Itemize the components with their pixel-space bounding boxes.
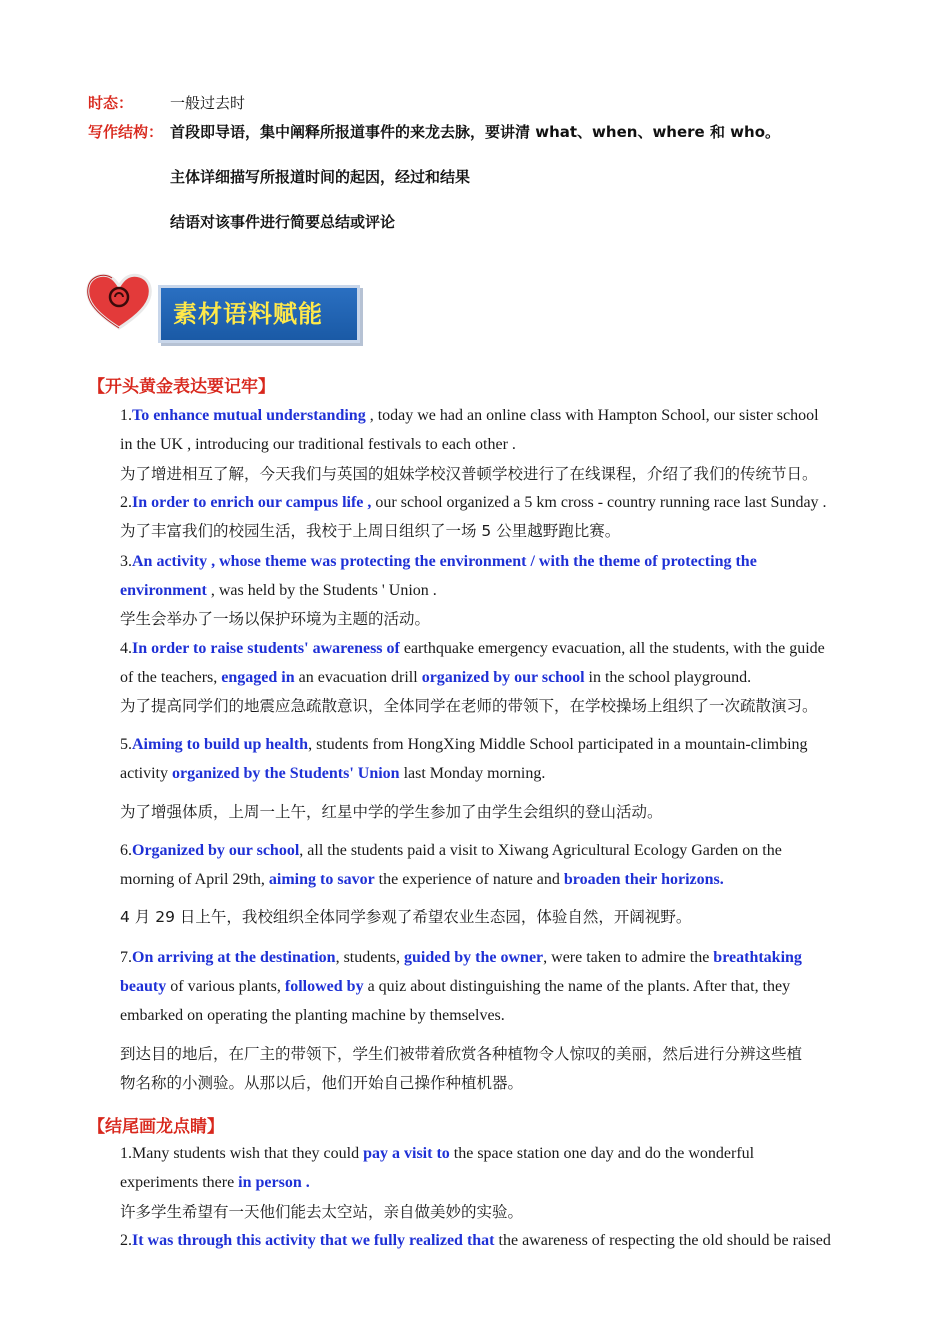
opening-item-5-en <box>120 730 865 788</box>
item-text: the awareness of respecting the old should be raised <box>494 1232 831 1249</box>
key-phrase: aiming to savor <box>268 871 375 888</box>
opening-item-7-cn-1: 到达目的地后，在厂主的带领下，学生们被带着欣赏各种植物令人惊叹的美丽，然后进行分辨这些植 <box>120 1045 803 1063</box>
key-phrase: In order to raise students' awareness of <box>132 640 400 657</box>
key-phrase: On arriving at the destination <box>132 949 336 966</box>
tense-label: 时态： <box>88 94 134 112</box>
section-banner <box>158 285 360 343</box>
key-phrase: Organized by our school <box>132 842 300 859</box>
opening-item-1-cn: 为了增进相互了解，今天我们与英国的姐妹学校汉普顿学校进行了在线课程，介绍了我们的传统节日。 <box>120 465 818 483</box>
item-text: embarked on operating the planting machine by themselves. <box>120 1007 505 1024</box>
opening-section-heading: 【开头黄金表达要记牢】 <box>88 377 275 397</box>
key-phrase: An activity , whose theme was protecting the environment / with the theme of protecting the <box>132 553 757 570</box>
item-number: 4. <box>120 640 132 657</box>
ending-item-2-en <box>120 1226 865 1255</box>
opening-item-7-en <box>120 943 865 1030</box>
item-number: 6. <box>120 842 132 859</box>
item-text: in the UK , introducing our traditional festivals to each other . <box>120 436 516 453</box>
opening-item-1-en <box>120 401 865 459</box>
key-phrase: beauty <box>120 978 167 995</box>
item-number: 5. <box>120 736 132 753</box>
opening-item-3-en <box>120 547 865 605</box>
key-phrase: guided by the owner <box>404 949 544 966</box>
item-number: 7. <box>120 949 132 966</box>
item-text: a quiz about distinguishing the name of the plants. After that, they <box>363 978 791 995</box>
item-text: our school organized a 5 km cross - country running race last Sunday . <box>371 494 827 511</box>
opening-item-4-cn: 为了提高同学们的地震应急疏散意识，全体同学在老师的带领下，在学校操场上组织了一次疏散演习。 <box>120 697 818 715</box>
opening-item-3-cn: 学生会举办了一场以保护环境为主题的活动。 <box>120 610 431 628</box>
structure-label: 写作结构： <box>88 123 164 141</box>
opening-item-2-en <box>120 488 865 517</box>
item-number: 1. <box>120 407 132 424</box>
item-text: of the teachers, <box>120 669 222 686</box>
structure-line-1: 首段即导语，集中阐释所报道事件的来龙去脉，要讲清 what、when、where 和 who。 <box>170 123 781 141</box>
item-number: 2. <box>120 494 132 511</box>
key-phrase: organized by the Students' Union <box>171 765 400 782</box>
item-text: morning of April 29th, <box>120 871 269 888</box>
structure-line-2: 主体详细描写所报道时间的起因，经过和结果 <box>170 168 471 186</box>
opening-item-6-cn: 4 月 29 日上午，我校组织全体同学参观了希望农业生态园，体验自然，开阔视野。 <box>120 908 692 926</box>
key-phrase: environment <box>120 582 207 599</box>
item-text: , were taken to admire the <box>543 949 714 966</box>
item-text: the space station one day and do the wonderful <box>449 1145 755 1162</box>
item-text: earthquake emergency evacuation, all the students, with the guide <box>399 640 825 657</box>
ending-item-1-cn: 许多学生希望有一天他们能去太空站，亲自做美妙的实验。 <box>120 1203 524 1221</box>
heart-spiral-icon <box>84 270 154 332</box>
key-phrase: followed by <box>284 978 364 995</box>
item-number: 1. <box>120 1145 132 1162</box>
item-text: Many students wish that they could <box>132 1145 364 1162</box>
opening-item-2-cn: 为了丰富我们的校园生活，我校于上周日组织了一场 5 公里越野跑比赛。 <box>120 522 621 540</box>
key-phrase: To enhance mutual understanding <box>132 407 366 424</box>
key-phrase: organized by our school <box>421 669 585 686</box>
key-phrase: engaged in <box>221 669 295 686</box>
item-text: an evacuation drill <box>294 669 422 686</box>
key-phrase: broaden their horizons. <box>563 871 724 888</box>
opening-item-6-en <box>120 836 865 894</box>
item-text: , was held by the Students ' Union . <box>206 582 437 599</box>
item-text: last Monday morning. <box>399 765 546 782</box>
item-text: , today we had an online class with Hampton School, our sister school <box>365 407 819 424</box>
item-text: in the school playground. <box>584 669 752 686</box>
key-phrase: It was through this activity that we fully realized that <box>132 1232 495 1249</box>
item-text: of various plants, <box>166 978 285 995</box>
opening-item-5-cn: 为了增强体质，上周一上午，红星中学的学生参加了由学生会组织的登山活动。 <box>120 803 663 821</box>
item-number: 2. <box>120 1232 132 1249</box>
item-text: , all the students paid a visit to Xiwang Agricultural Ecology Garden on the <box>299 842 782 859</box>
item-text: experiments there <box>120 1174 239 1191</box>
key-phrase: in person . <box>238 1174 310 1191</box>
key-phrase: Aiming to build up health <box>132 736 309 753</box>
opening-item-4-en <box>120 634 865 692</box>
item-text: , students from HongXing Middle School participated in a mountain-climbing <box>308 736 808 753</box>
item-number: 3. <box>120 553 132 570</box>
opening-item-7-cn-2: 物名称的小测验。从那以后，他们开始自己操作种植机器。 <box>120 1074 524 1092</box>
ending-section-heading: 【结尾画龙点睛】 <box>88 1117 224 1137</box>
key-phrase: pay a visit to <box>363 1145 450 1162</box>
item-text: , students, <box>335 949 405 966</box>
item-text: the experience of nature and <box>374 871 564 888</box>
key-phrase: breathtaking <box>713 949 802 966</box>
ending-item-1-en <box>120 1139 865 1197</box>
item-text: activity <box>120 765 172 782</box>
key-phrase: In order to enrich our campus life , <box>132 494 372 511</box>
banner-title: 素材语料赋能 <box>173 300 323 328</box>
tense-value: 一般过去时 <box>170 94 246 112</box>
structure-line-3: 结语对该事件进行简要总结或评论 <box>170 213 396 231</box>
